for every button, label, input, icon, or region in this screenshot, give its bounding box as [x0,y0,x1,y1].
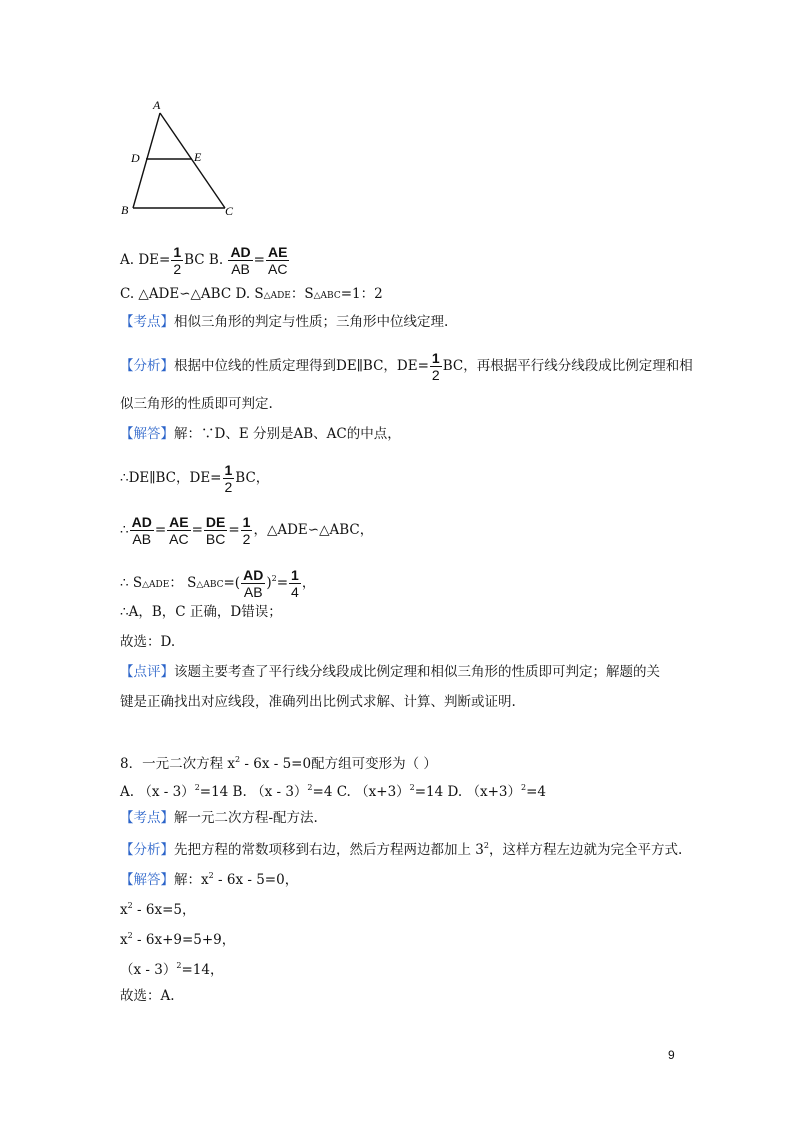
q7-options-ab: A. DE= $\frac{1}{2}$ BC B. $\frac{AD}{AB}$ = $\frac{AE}{AC}$ [120,244,288,277]
q7-jieda-2: ∴DE∥BC，DE= $\frac{1}{2}$ BC， [120,462,270,495]
q7-fenxi: 【分析】根据中位线的性质定理得到DE∥BC，DE= $\frac{1}{2}$ BC，再根据平行线分线段成比例定理和相 [120,350,693,383]
frac-ad-ab: $\frac{AD}{AB}$ [230,244,251,277]
q7-jieda-6: 故选：D. [120,634,176,650]
label-d: D [131,151,140,165]
q7-fenxi-2: 似三角形的性质即可判定. [120,396,273,412]
q7-jieda-3: ∴ $\frac{AD}{AB}$ = $\frac{AE}{AC}$ = $\frac{DE}{BC}$ = $\frac{1}{2}$ ，△ADE∽△ABC， [120,514,374,547]
q7-dianping: 【点评】该题主要考查了平行线分线段成比例定理和相似三角形的性质即可判定；解题的关 [120,664,660,680]
q8-step-2: $x^2 - 6x+9=5+9$， [120,931,236,948]
q7-dianping-2: 键是正确找出对应线段，准确列出比例式求解、计算、判断或证明. [120,694,516,710]
q7-jieda: 【解答】解：∵D、E 分别是AB、AC的中点， [120,426,401,442]
q8-jieda: 【解答】解：$x^2 - 6x - 5=0$， [120,871,299,888]
q7-jieda-4: ∴ S△ADE： S△ABC=( $\frac{AD}{AB}$ )$^2$= $\frac{1}{4}$ ， [120,567,316,600]
frac-ae-ac: $\frac{AE}{AC}$ [267,244,288,277]
label-e: E [194,150,202,164]
q8-kaodian: 【考点】解一元二次方程-配方法. [120,810,318,826]
q8-step-1: $x^2 - 6x=5$， [120,901,196,918]
label-c: C [225,204,234,218]
q8-fenxi: 【分析】先把方程的常数项移到右边，然后方程两边都加上 $3^2$，这样方程左边就为完全平方式. [120,841,683,858]
label-a: A [153,98,161,112]
q7-jieda-5: ∴A，B，C 正确，D错误； [120,604,282,620]
triangle-figure [115,96,240,222]
q8-step-3: （x - 3）$^2$=14， [120,961,224,978]
q8-options: A. （x - 3）$^2$=14 B. （x - 3）$^2$=4 C. $(x+3)^2=14$ D. $(x+3)^2=4$ [120,783,546,800]
frac-half: $\frac{1}{2}$ [173,244,182,277]
page-number: 9 [668,1048,675,1062]
q7-options-cd: C. △ADE∽△ABC D. S△ADE：S△ABC=1：2 [120,286,383,302]
q7-kaodian: 【考点】相似三角形的判定与性质；三角形中位线定理. [120,314,449,330]
q8-title: 8．一元二次方程 $x^2 - 6x - 5=0$配方组可变形为（ ） [120,755,437,772]
label-b: B [121,203,129,217]
q8-step-4: 故选：A. [120,988,175,1004]
